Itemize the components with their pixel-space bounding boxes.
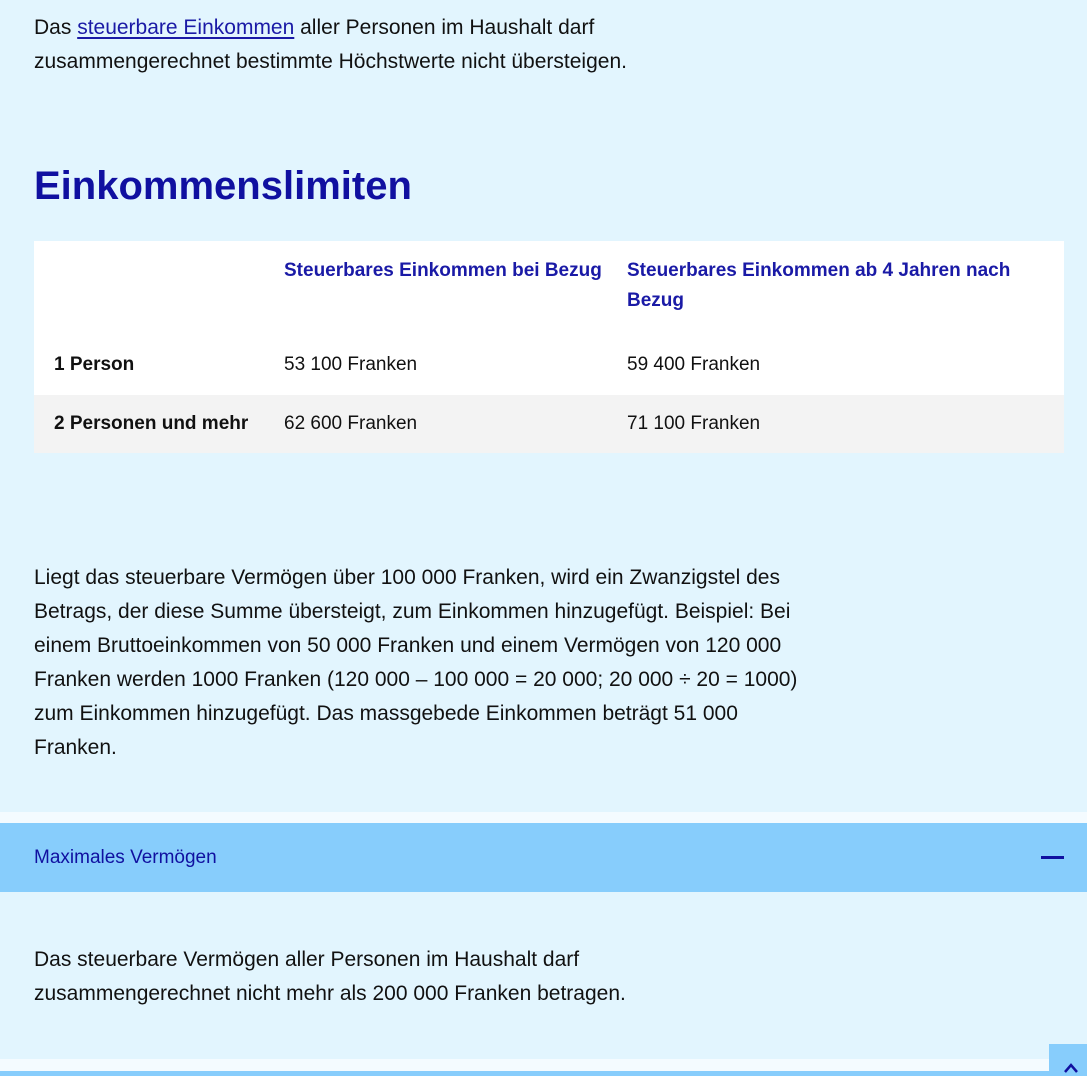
taxable-income-link[interactable]: steuerbare Einkommen bbox=[77, 16, 295, 39]
income-limits-table bbox=[34, 241, 1064, 453]
intro-paragraph bbox=[34, 11, 754, 79]
table-cell-household: 2 Personen und mehr bbox=[54, 413, 249, 434]
table-header-income-at-start: Steuerbares Einkommen bei Bezug bbox=[284, 260, 602, 281]
table-header-row bbox=[34, 241, 1064, 345]
table-row bbox=[34, 395, 1064, 453]
table-header-empty bbox=[34, 241, 284, 345]
section-divider bbox=[0, 812, 1087, 823]
table-cell-value: 53 100 Franken bbox=[284, 354, 418, 375]
back-to-top-button[interactable] bbox=[1049, 1044, 1087, 1076]
accordion-bar-next bbox=[0, 1071, 1087, 1076]
section-divider bbox=[0, 1059, 1087, 1071]
table-cell-value: 62 600 Franken bbox=[284, 413, 418, 434]
income-limits-heading: Einkommenslimiten bbox=[34, 164, 412, 208]
table-row bbox=[34, 345, 1064, 395]
accordion-title: Maximales Vermögen bbox=[34, 847, 217, 868]
intro-text-before: Das bbox=[34, 16, 78, 39]
table-header-income-after-4-years: Steuerbares Einkommen ab 4 Jahren nach Bezug bbox=[627, 260, 1011, 311]
accordion-max-wealth[interactable] bbox=[0, 823, 1087, 892]
table-cell-household: 1 Person bbox=[54, 354, 135, 375]
intro-text-after: aller Personen im Haushalt darf zusammengerechnet bestimmte Höchstwerte nicht übersteigen. bbox=[34, 16, 627, 73]
max-wealth-paragraph: Das steuerbare Vermögen aller Personen im Haushalt darf zusammengerechnet nicht mehr als 200 000 Franken betragen. bbox=[34, 948, 626, 1005]
wealth-note-paragraph: Liegt das steuerbare Vermögen über 100 000 Franken, wird ein Zwanzigstel des Betrags, der diese Summe übersteigt, zum Einkommen hinzugefügt. Beispiel: Bei einem Bruttoeinkommen von 50 000 Franken und einem Vermögen von 120 000 Franken werden 1000 Franken (120 000 – 100 000 = 20 000; 20 000 ÷ 20 = 1000) zum Einkommen hinzugefügt. Das massgebede Einkommen beträgt 51 000 Franken. bbox=[34, 566, 798, 759]
minus-icon[interactable] bbox=[1041, 856, 1064, 859]
table-cell-value: 59 400 Franken bbox=[627, 354, 761, 375]
table-cell-value: 71 100 Franken bbox=[627, 413, 761, 434]
arrow-up-icon bbox=[1064, 1062, 1078, 1074]
